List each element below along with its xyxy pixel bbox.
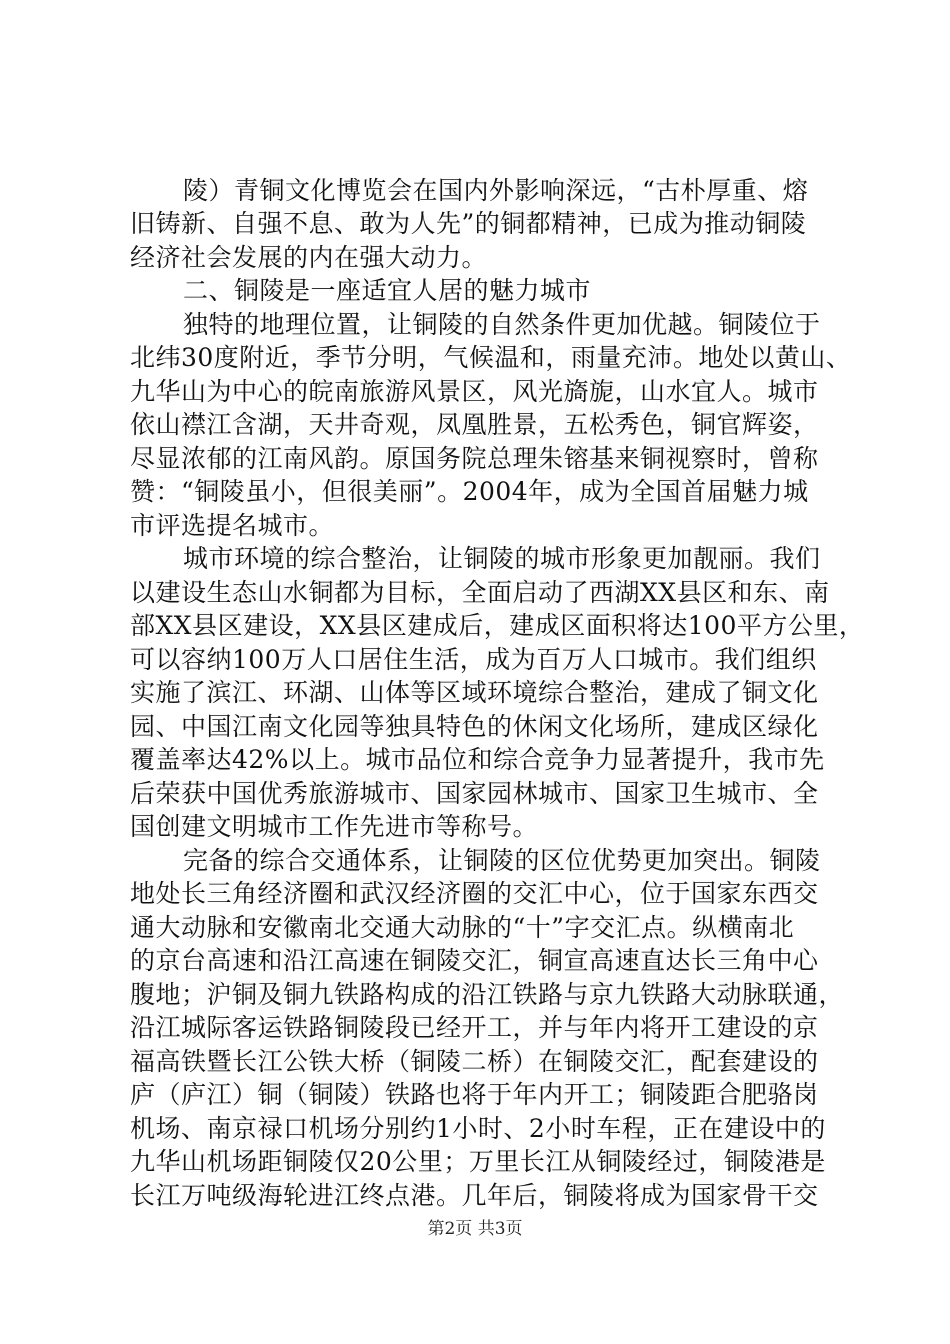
text-line: 福高铁暨长江公铁大桥（铜陵二桥）在铜陵交汇，配套建设的 [130,1047,819,1076]
page-footer: 第2页 共3页 [427,1219,523,1239]
text-line: 以建设生态山水铜都为目标，全面启动了西湖XX县区和东、南 [130,578,830,607]
text-line: 园、中国江南文化园等独具特色的休闲文化场所，建成区绿化 [130,712,819,741]
text-line: 北纬30度附近，季节分明，气候温和，雨量充沛。地处以黄山、 [130,343,852,372]
text-line: 覆盖率达42%以上。城市品位和综合竞争力显著提升，我市先 [130,745,825,774]
text-line: 长江万吨级海轮进江终点港。几年后，铜陵将成为国家骨干交 [130,1181,819,1210]
text-line: 腹地；沪铜及铜九铁路构成的沿江铁路与京九铁路大动脉联通， [130,980,845,1009]
text-line: 九华山为中心的皖南旅游风景区，风光旖旎，山水宜人。城市 [130,377,819,406]
text-line: 依山襟江含湖，天井奇观，凤凰胜景，五松秀色，铜官辉姿， [130,410,819,439]
text-line: 实施了滨江、环湖、山体等区域环境综合整治，建成了铜文化 [130,678,819,707]
section-heading: 二、铜陵是一座适宜人居的魅力城市 [183,276,592,305]
text-line: 九华山机场距铜陵仅20公里；万里长江从铜陵经过，铜陵港是 [130,1147,826,1176]
text-line: 部XX县区建设，XX县区建成后，建成区面积将达100平方公里， [130,611,865,640]
text-line: 陵）青铜文化博览会在国内外影响深远，“古朴厚重、熔 [183,176,809,205]
text-line: 可以容纳100万人口居住生活，成为百万人口城市。我们组织 [130,645,817,674]
text-line: 市评选提名城市。 [130,511,335,540]
text-line: 庐（庐江）铜（铜陵）铁路也将于年内开工；铜陵距合肥骆岗 [130,1080,819,1109]
text-line: 沿江城际客运铁路铜陵段已经开工，并与年内将开工建设的京 [130,1013,819,1042]
text-line: 旧铸新、自强不息、敢为人先”的铜都精神，已成为推动铜陵 [130,209,807,238]
text-line: 地处长三角经济圈和武汉经济圈的交汇中心，位于国家东西交 [130,879,819,908]
text-line: 赞：“铜陵虽小，但很美丽”。2004年，成为全国首届魅力城 [130,477,809,506]
text-line: 后荣获中国优秀旅游城市、国家园林城市、国家卫生城市、全 [130,779,819,808]
text-line: 经济社会发展的内在强大动力。 [130,243,488,272]
text-line: 的京台高速和沿江高速在铜陵交汇，铜宣高速直达长三角中心 [130,946,819,975]
text-line: 完备的综合交通体系，让铜陵的区位优势更加突出。铜陵 [183,846,821,875]
text-line: 机场、南京禄口机场分别约1小时、2小时车程，正在建设中的 [130,1114,826,1143]
text-line: 独特的地理位置，让铜陵的自然条件更加优越。铜陵位于 [183,310,821,339]
text-line: 城市环境的综合整治，让铜陵的城市形象更加靓丽。我们 [183,544,821,573]
text-line: 尽显浓郁的江南风韵。原国务院总理朱镕基来铜视察时，曾称 [130,444,819,473]
text-line: 通大动脉和安徽南北交通大动脉的“十”字交汇点。纵横南北 [130,913,795,942]
text-line: 国创建文明城市工作先进市等称号。 [130,812,539,841]
